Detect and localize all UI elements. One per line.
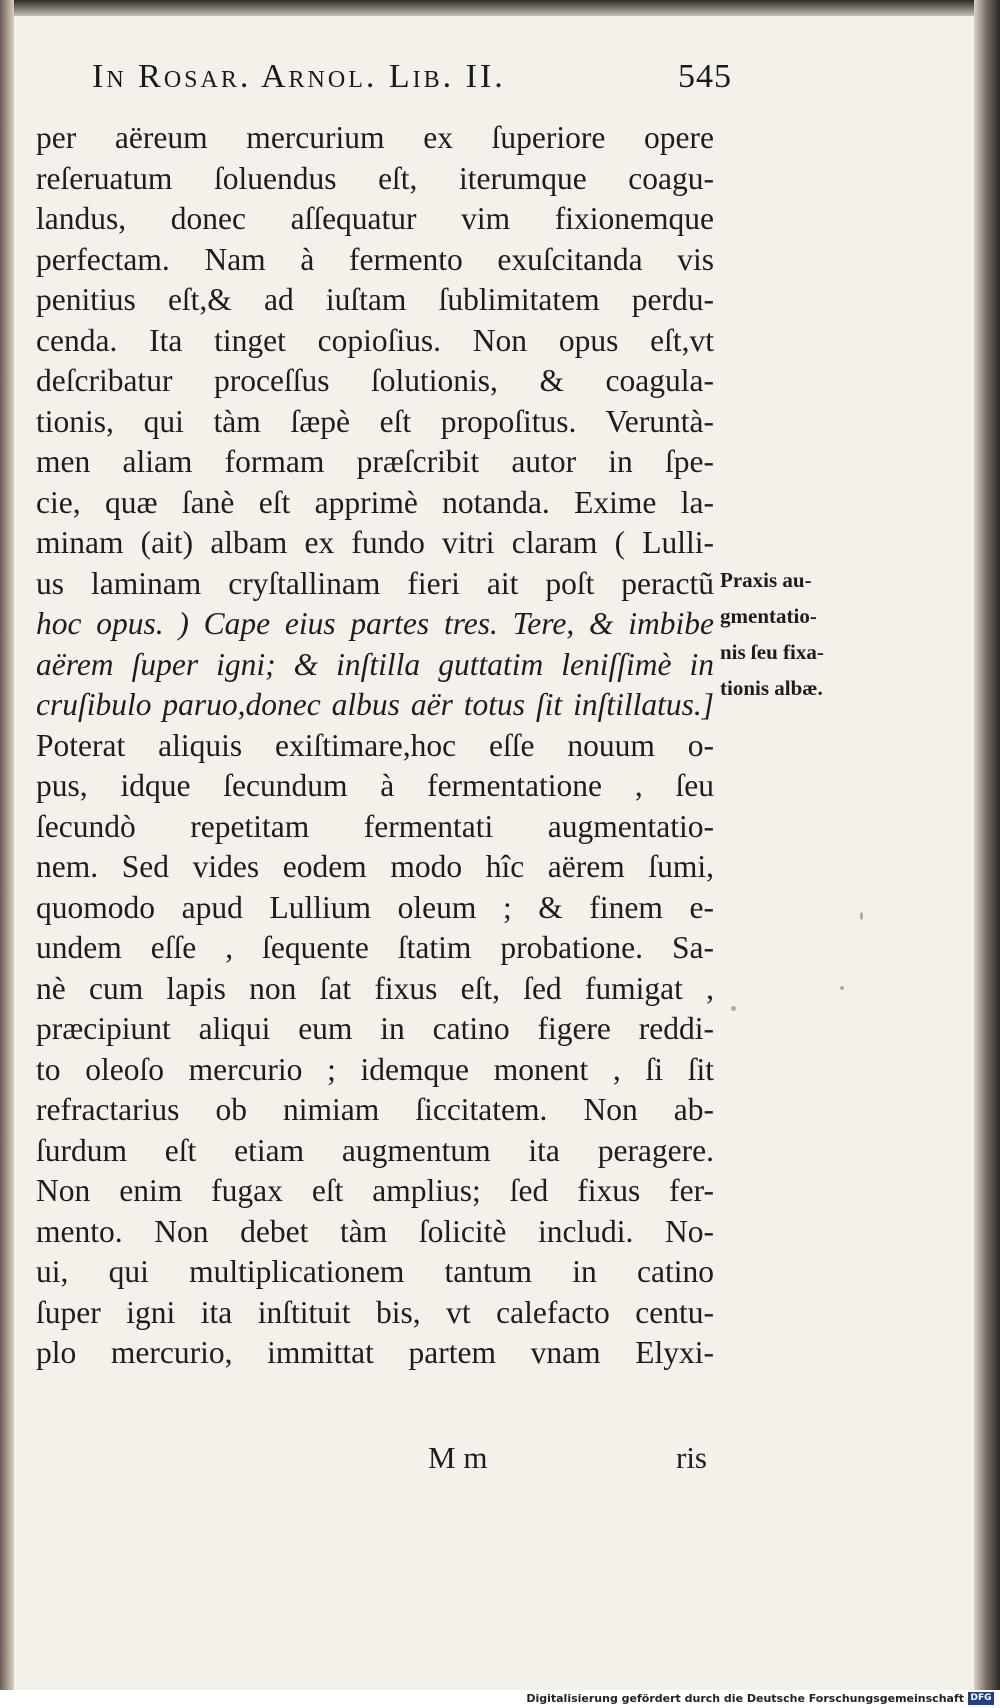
- text-line: penitius eſt,& ad iuſtam ſublimitatem perdu-: [36, 282, 714, 317]
- text-line: ſurdum eſt etiam augmentum ita peragere.: [36, 1132, 714, 1168]
- marginal-note-line: tionis albæ.: [720, 676, 823, 700]
- text-line: reſeruatum ſoluendus eſt, iterumque coagu-: [36, 160, 714, 196]
- text-line: aërem ſuper igni; & inſtilla guttatim leniſſimè in: [36, 646, 714, 682]
- marginal-note-line: nis ſeu fixa-: [720, 640, 824, 664]
- text-line: men aliam formam præſcribit autor in ſpe-: [36, 444, 714, 479]
- text-line: Poterat aliquis exiſtimare,hoc eſſe nouum o-: [36, 727, 714, 763]
- paper-spot: [860, 912, 863, 920]
- signature-mark: M m: [428, 1440, 488, 1475]
- text-line: landus, donec aſſequatur vim fixionemque: [36, 201, 714, 236]
- text-line: to oleoſo mercurio ; idemque monent , ſi ſit: [36, 1051, 714, 1087]
- scan-edge-top: [0, 0, 1000, 16]
- paper-spot: [731, 1006, 736, 1011]
- text-line: hoc opus. ) Cape eius partes tres. Tere, & imbibe: [36, 606, 714, 641]
- scan-edge-right: [974, 0, 1000, 1690]
- text-line: ſecundò repetitam fermentati augmentatio-: [36, 808, 714, 844]
- marginal-note: [720, 562, 900, 706]
- page-number: 545: [678, 58, 732, 95]
- text-line: undem eſſe , ſequente ſtatim probatione. Sa-: [36, 930, 714, 965]
- text-line: cenda. Ita tinget copioſius. Non opus eſt,vt: [36, 322, 714, 358]
- running-head-title: In Rosar. Arnol. Lib. II.: [92, 58, 506, 95]
- text-line: deſcribatur proceſſus ſolutionis, & coagula-: [36, 363, 714, 398]
- body-text: [36, 118, 714, 1374]
- text-line: cie, quæ ſanè eſt apprimè notanda. Exime la-: [36, 484, 714, 520]
- text-line: nem. Sed vides eodem modo hîc aërem ſumi,: [36, 849, 714, 884]
- text-line: minam (ait) albam ex fundo vitri claram ( Lulli-: [36, 525, 714, 560]
- text-line: perfectam. Nam à fermento exuſcitanda vis: [36, 241, 714, 277]
- scan-edge-left: [0, 0, 14, 1690]
- text-line: nè cum lapis non ſat fixus eſt, ſed fumigat ,: [36, 970, 714, 1006]
- text-line: quomodo apud Lullium oleum ; & finem e-: [36, 889, 714, 925]
- text-line: refractarius ob nimiam ſiccitatem. Non ab-: [36, 1092, 714, 1127]
- text-line: mento. Non debet tàm ſolicitè includi. No-: [36, 1213, 714, 1249]
- text-line: us laminam cryſtallinam fieri ait poſt peractũ: [36, 565, 714, 601]
- text-line: per aëreum mercurium ex ſuperiore opere: [36, 120, 714, 155]
- paper-spot: [840, 986, 844, 990]
- catchword: ris: [676, 1440, 707, 1475]
- text-line: Non enim fugax eſt amplius; ſed fixus fer-: [36, 1173, 714, 1208]
- text-line: ſuper igni ita inſtituit bis, vt calefacto centu-: [36, 1294, 714, 1330]
- text-line: tionis, qui tàm ſæpè eſt propoſitus. Veruntà-: [36, 403, 714, 439]
- digitization-credit: Digitalisierung gefördert durch die Deutsche Forschungsgemeinschaft: [526, 1692, 964, 1705]
- text-line: plo mercurio, immittat partem vnam Elyxi-: [36, 1335, 714, 1370]
- text-line: cruſibulo paruo,donec albus aër totus ſit inſtillatus.]: [36, 687, 714, 722]
- marginal-note-line: Praxis au-: [720, 568, 812, 592]
- text-line: præcipiunt aliqui eum in catino figere reddi-: [36, 1011, 714, 1046]
- running-head: [92, 58, 732, 106]
- text-line: ui, qui multiplicationem tantum in catino: [36, 1254, 714, 1289]
- dfg-logo: DFG: [968, 1692, 994, 1705]
- marginal-note-line: gmentatio-: [720, 604, 817, 628]
- text-line: pus, idque ſecundum à fermentatione , ſeu: [36, 768, 714, 803]
